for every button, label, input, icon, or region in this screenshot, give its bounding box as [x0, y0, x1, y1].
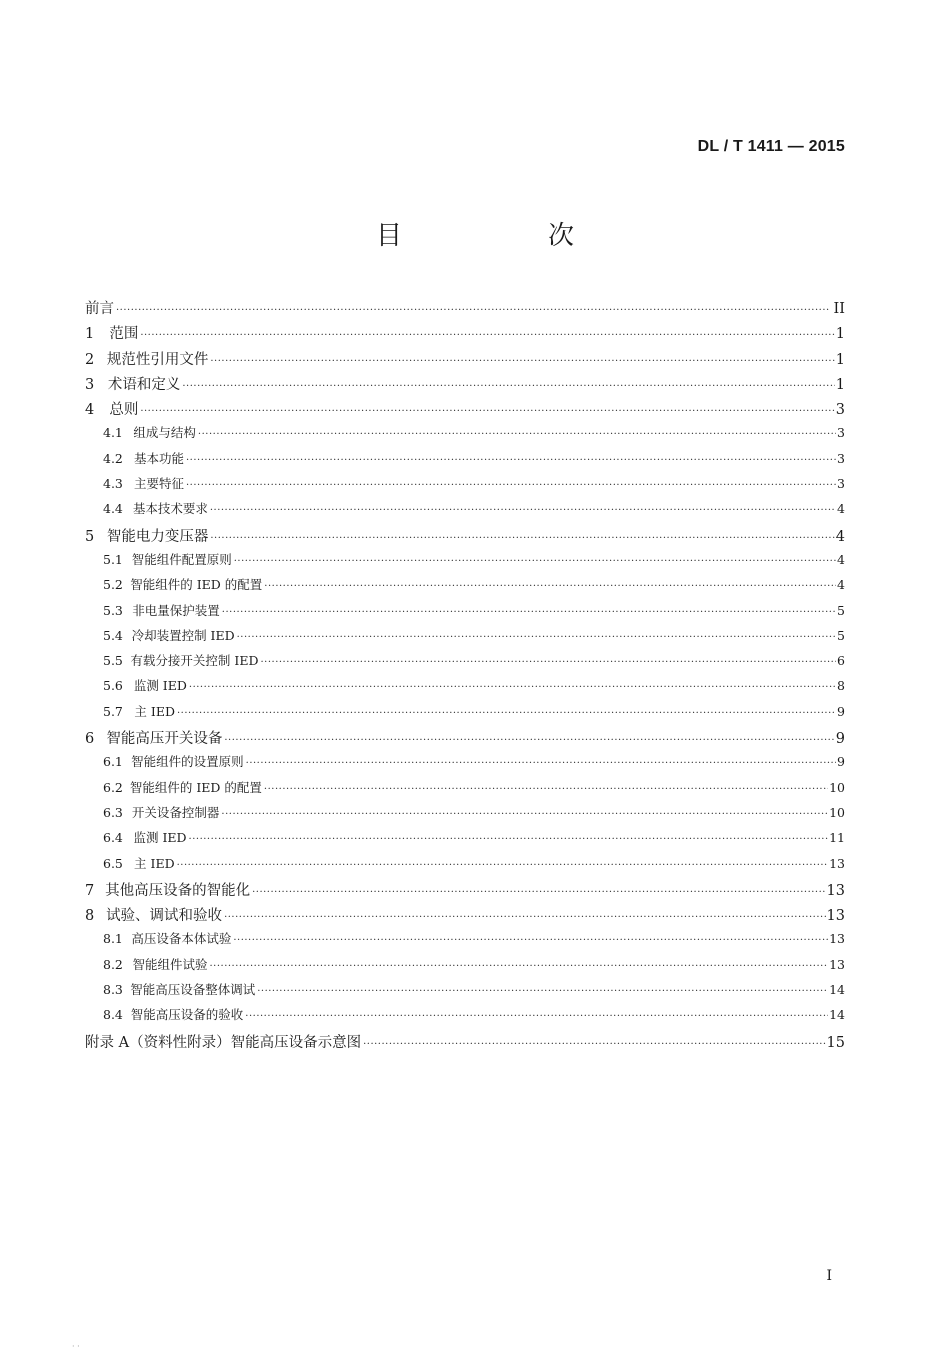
toc-dot-leader: [116, 305, 833, 316]
toc-entry-number: 6.3: [103, 804, 123, 820]
toc-entry-label: 智能高压设备的验收: [130, 1007, 244, 1023]
toc-entry-page: 10: [829, 804, 845, 820]
toc-dot-leader: [209, 961, 828, 972]
toc-entry[interactable]: [85, 550, 845, 575]
toc-entry-label: 高压设备本体试验: [131, 931, 232, 947]
toc-entry[interactable]: [85, 398, 845, 423]
toc-entry[interactable]: [85, 373, 845, 398]
toc-entry-number: 5.5: [103, 653, 123, 669]
toc-entry-label: 术语和定义: [107, 376, 181, 393]
toc-entry-label: 智能高压开关设备: [106, 731, 223, 748]
toc-entry-page: 1: [835, 351, 845, 368]
toc-entry-label: 试验、调试和验收: [106, 908, 223, 925]
toc-entry[interactable]: [85, 601, 845, 626]
toc-entry-number: 1: [85, 326, 95, 343]
toc-entry-label: 有载分接开关控制 IED: [130, 653, 259, 669]
toc-entry-label: 基本功能: [133, 450, 184, 466]
toc-entry-page: 9: [837, 703, 845, 719]
toc-dot-leader: [252, 887, 825, 898]
toc-entry-label: 智能高压设备整体调试: [130, 982, 256, 998]
toc-entry-page: 15: [826, 1034, 845, 1051]
toc-entry-number: 6.5: [103, 855, 123, 871]
toc-entry-label: 主 IED: [134, 703, 175, 719]
page-number: I: [826, 1268, 832, 1284]
toc-dot-leader: [246, 758, 836, 769]
toc-entry[interactable]: [85, 676, 845, 701]
toc-entry[interactable]: [85, 348, 845, 373]
toc-entry[interactable]: [85, 854, 845, 879]
toc-entry-label: 开关设备控制器: [131, 804, 220, 820]
toc-entry-page: 1: [835, 326, 845, 343]
toc-entry-page: II: [833, 301, 845, 317]
toc-entry[interactable]: [85, 778, 845, 803]
toc-dot-leader: [224, 912, 825, 923]
toc-entry-label: 主 IED: [134, 855, 175, 871]
toc-entry-number: 4: [85, 402, 95, 419]
toc-entry[interactable]: [85, 575, 845, 600]
toc-entry[interactable]: [85, 297, 845, 322]
toc-entry-number: 5.2: [103, 577, 123, 593]
toc-dot-leader: [189, 834, 829, 845]
toc-dot-leader: [177, 860, 829, 871]
toc-entry[interactable]: [85, 955, 845, 980]
toc-entry-number: 8.2: [103, 956, 123, 972]
toc-dot-leader: [210, 505, 836, 516]
toc-entry-label: 其他高压设备的智能化: [105, 882, 251, 899]
toc-entry-page: 3: [837, 476, 845, 492]
toc-dot-leader: [233, 935, 828, 946]
toc-entry-label: 主要特征: [133, 476, 184, 492]
toc-entry-label: 组成与结构: [133, 425, 196, 441]
toc-entry[interactable]: [85, 803, 845, 828]
toc-entry-label: 基本技术要求: [132, 501, 208, 517]
toc-dot-leader: [257, 986, 828, 997]
toc-dot-leader: [224, 735, 834, 746]
toc-entry-label: 非电量保护装置: [132, 602, 220, 618]
toc-entry-label: 监测 IED: [133, 830, 187, 846]
toc-entry[interactable]: [85, 727, 845, 752]
toc-entry[interactable]: [85, 904, 845, 929]
toc-entry-page: 13: [829, 931, 845, 947]
toc-entry[interactable]: [85, 752, 845, 777]
toc-entry-label: 监测 IED: [133, 678, 187, 694]
toc-entry-page: 10: [829, 779, 845, 795]
toc-entry-number: 5.3: [103, 602, 123, 618]
toc-entry[interactable]: [85, 499, 845, 524]
toc-entry-page: 13: [829, 855, 845, 871]
toc-entry-page: 14: [829, 982, 845, 998]
toc-dot-leader: [186, 480, 836, 491]
toc-entry-label: 智能组件的设置原则: [131, 754, 244, 770]
toc-entry[interactable]: [85, 322, 845, 347]
toc-entry-label: 冷却装置控制 IED: [131, 627, 235, 643]
toc-entry-number: 2: [85, 351, 95, 368]
toc-dot-leader: [186, 455, 836, 466]
toc-entry-page: 3: [835, 402, 845, 419]
toc-entry-page: 9: [835, 731, 845, 748]
page-title: 目 次: [375, 221, 634, 251]
toc-entry[interactable]: [85, 423, 845, 448]
toc-entry-number: 6.2: [103, 779, 123, 795]
toc-entry[interactable]: [85, 651, 845, 676]
toc-entry-label: 智能组件配置原则: [131, 551, 232, 567]
toc-dot-leader: [210, 356, 834, 367]
toc-entry-number: 5.4: [103, 627, 123, 643]
toc-entry[interactable]: [85, 1005, 845, 1030]
toc-entry-number: 4.4: [103, 501, 123, 517]
toc-entry-number: 7: [85, 882, 95, 899]
toc-entry-label: 智能组件的 IED 的配置: [130, 577, 263, 593]
toc-entry-page: 5: [837, 627, 845, 643]
toc-entry-page: 6: [837, 653, 845, 669]
toc-dot-leader: [222, 607, 836, 618]
toc-entry-page: 8: [837, 678, 845, 694]
toc-entry-label: 附录 A（资料性附录）智能高压设备示意图: [85, 1034, 362, 1051]
toc-dot-leader: [237, 632, 836, 643]
toc-entry-number: 8.3: [103, 982, 123, 998]
toc-entry[interactable]: [85, 879, 845, 904]
toc-dot-leader: [182, 381, 834, 392]
toc-entry-page: 14: [829, 1007, 845, 1023]
toc-entry-number: 4.2: [103, 450, 123, 466]
toc-entry[interactable]: [85, 929, 845, 954]
standard-code: DL / T 1411 — 2015: [697, 138, 845, 155]
toc-entry[interactable]: [85, 525, 845, 550]
toc-entry-page: 13: [826, 908, 845, 925]
toc-entry-page: 3: [837, 450, 845, 466]
toc-dot-leader: [221, 809, 828, 820]
toc-entry[interactable]: [85, 702, 845, 727]
toc-entry-label: 前言: [85, 301, 114, 317]
toc-entry-number: 4.3: [103, 476, 123, 492]
toc-dot-leader: [245, 1011, 828, 1022]
table-of-contents: [85, 297, 845, 1056]
toc-entry-number: 5.7: [103, 703, 123, 719]
toc-dot-leader: [189, 682, 836, 693]
toc-dot-leader: [177, 708, 836, 719]
toc-dot-leader: [198, 429, 836, 440]
toc-entry[interactable]: [85, 1031, 845, 1056]
toc-entry[interactable]: [85, 828, 845, 853]
toc-entry[interactable]: [85, 980, 845, 1005]
toc-entry[interactable]: [85, 474, 845, 499]
toc-entry-label: 智能电力变压器: [106, 528, 209, 545]
toc-entry-page: 11: [829, 830, 845, 846]
toc-dot-leader: [264, 581, 836, 592]
toc-entry-page: 3: [837, 425, 845, 441]
toc-dot-leader: [264, 784, 828, 795]
toc-entry[interactable]: [85, 449, 845, 474]
toc-dot-leader: [210, 533, 834, 544]
toc-dot-leader: [260, 657, 836, 668]
toc-entry-page: 13: [829, 956, 845, 972]
toc-entry-number: 6.4: [103, 830, 123, 846]
toc-entry-number: 6: [85, 731, 95, 748]
toc-entry-page: 1: [835, 376, 845, 393]
toc-dot-leader: [234, 556, 836, 567]
toc-entry-page: 4: [835, 528, 845, 545]
toc-entry-number: 6.1: [103, 754, 123, 770]
toc-entry-number: 8.1: [103, 931, 123, 947]
toc-entry-number: 5: [85, 528, 95, 545]
toc-entry-label: 智能组件的 IED 的配置: [129, 779, 262, 795]
toc-entry-page: 9: [837, 754, 845, 770]
toc-entry-page: 13: [826, 882, 845, 899]
toc-entry-number: 5.1: [103, 551, 123, 567]
toc-entry[interactable]: [85, 626, 845, 651]
toc-entry-label: 智能组件试验: [132, 956, 208, 972]
toc-entry-label: 规范性引用文件: [106, 351, 209, 368]
toc-entry-number: 4.1: [103, 425, 123, 441]
toc-entry-number: 8.4: [103, 1007, 123, 1023]
toc-entry-number: 8: [85, 908, 95, 925]
toc-dot-leader: [140, 406, 834, 417]
toc-entry-page: 5: [837, 602, 845, 618]
toc-dot-leader: [363, 1039, 825, 1050]
toc-entry-number: 3: [85, 376, 95, 393]
toc-entry-number: 5.6: [103, 678, 123, 694]
scan-mark: · ·: [72, 1342, 80, 1351]
toc-entry-label: 范围: [109, 326, 139, 343]
toc-entry-page: 4: [837, 577, 845, 593]
toc-dot-leader: [140, 330, 834, 341]
toc-entry-label: 总则: [109, 402, 139, 419]
toc-entry-page: 4: [837, 501, 845, 517]
toc-entry-page: 4: [837, 551, 845, 567]
